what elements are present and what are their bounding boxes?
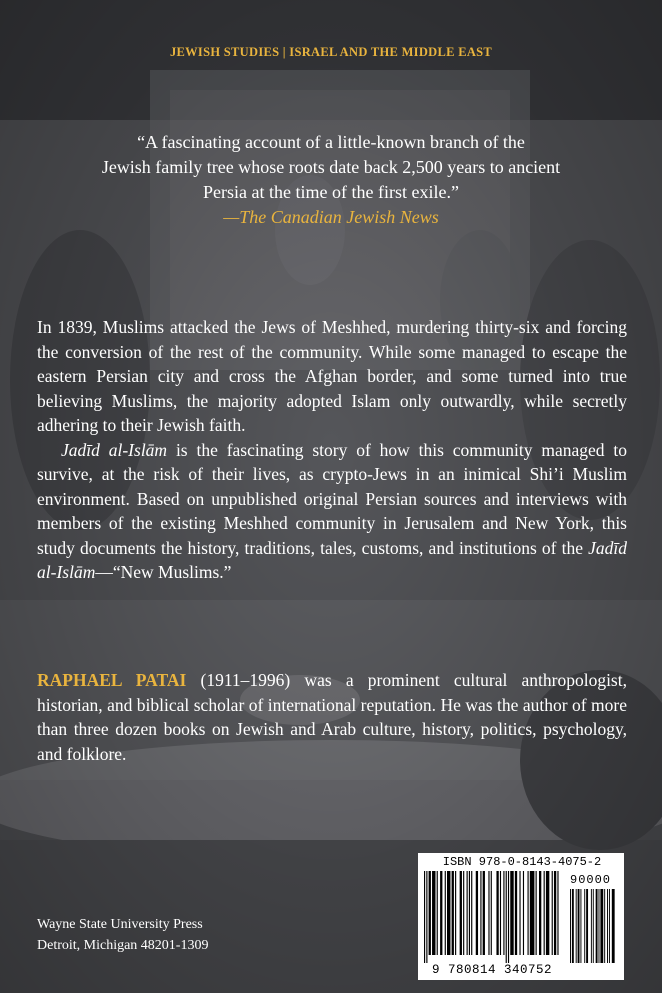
book-description (37, 315, 627, 585)
barcode-bar (576, 889, 577, 963)
description-paragraph (37, 438, 627, 585)
barcode-bar (440, 871, 442, 955)
quote-attribution: —The Canadian Jewish News (223, 207, 439, 227)
barcode-bar (460, 871, 462, 955)
publisher-address: Detroit, Michigan 48201-1309 (37, 938, 209, 953)
barcode-bar (500, 871, 501, 955)
quote-line: Jewish family tree whose roots date back 2,500 years to ancient (101, 157, 561, 177)
barcode-bar (467, 871, 468, 955)
barcode-bar (604, 889, 605, 963)
barcode-bar (432, 871, 435, 955)
price-code: 90000 (570, 873, 612, 887)
publisher-name: Wayne State University Press (37, 917, 203, 932)
barcode-bar (452, 871, 454, 955)
barcode-bar (455, 871, 456, 955)
barcode-bar (609, 889, 610, 963)
barcode-bar (480, 871, 481, 955)
barcode-bar (506, 871, 507, 963)
barcode-bar (426, 871, 427, 963)
barcode-bar (530, 871, 535, 955)
publisher-info (37, 914, 208, 956)
barcode-bar (536, 871, 537, 955)
description-paragraph: In 1839, Muslims attacked the Jews of Meshhed, murdering thirty-six and forcing the conversion of the rest of the community. While some managed to escape the eastern Persian city and cross the Afghan border, and some turned into true believing Muslims, the majority adopted Islam only outwardly, while secretly adhering to their Jewish faith. (37, 317, 627, 435)
barcode-bar (544, 871, 545, 955)
barcode-bar (593, 889, 594, 963)
addon-barcode-bars (570, 889, 616, 963)
barcode-bar (496, 871, 498, 955)
barcode-bar (600, 889, 603, 963)
book-title: Jadīd al-Islām (61, 439, 168, 460)
barcode-bar (510, 871, 513, 955)
barcode-bar (476, 871, 478, 955)
barcode-bar (584, 889, 585, 963)
barcode-bar (471, 871, 472, 955)
description-text: is the fascinating story of how this community managed to survive, at the risk of their lives, as crypto-Jews in an inimical Shi’i Muslim environment. Based on unpublished original Persian sources and interviews with members of the existing Meshhed community in Jerusalem and New York, this study documents the history, traditions, tales, customs, and institutions of the (37, 439, 627, 558)
isbn-barcode (418, 853, 624, 980)
barcode-bar (523, 871, 524, 955)
author-name: RAPHAEL PATAI (37, 670, 187, 690)
barcode-bars (424, 871, 562, 963)
barcode-bar (599, 889, 600, 963)
description-text: —“New Muslims.” (95, 562, 232, 582)
barcode-bar (552, 871, 553, 955)
barcode-bar (578, 889, 580, 963)
barcode-bar (580, 889, 581, 963)
barcode-bar (519, 871, 520, 955)
barcode-bar (515, 871, 517, 955)
barcode-bar (491, 871, 492, 955)
barcode-bar (528, 871, 529, 955)
barcode-bar (591, 889, 592, 963)
category-label: JEWISH STUDIES | ISRAEL AND THE MIDDLE EAST (169, 45, 493, 59)
barcode-bar (557, 871, 558, 955)
barcode-bar (508, 871, 509, 963)
barcode-bar (488, 871, 489, 955)
barcode-bar (612, 889, 615, 963)
book-title: Jadīd al-Islām (37, 537, 627, 582)
barcode-bar (546, 871, 549, 955)
barcode-bar (469, 871, 470, 955)
review-quote (60, 130, 602, 230)
barcode-bar (586, 889, 588, 963)
barcode-bar (483, 871, 485, 955)
quote-line: “A fascinating account of a little-known branch of the (137, 132, 525, 152)
barcode-bar (539, 871, 541, 955)
barcode-bar (429, 871, 431, 955)
barcode-bar (463, 871, 464, 955)
barcode-bar (437, 871, 438, 955)
barcode-bar (445, 871, 446, 955)
author-bio (37, 668, 627, 766)
barcode-bar (596, 889, 598, 963)
barcode-bar (572, 889, 574, 963)
barcode-bar (424, 871, 425, 963)
barcode-bar (503, 871, 504, 955)
barcode-bar (447, 871, 450, 955)
barcode-bar (554, 871, 556, 955)
author-bio-text: (1911–1996) was a prominent cultural anthropologist, historian, and biblical scholar of international reputation. He was the author of more than three dozen books on Jewish and Arab culture, history, politics, psychology, and folklore. (37, 670, 627, 764)
barcode-number: 9 780814 340752 (431, 963, 553, 977)
barcode-bar (607, 889, 608, 963)
quote-line: Persia at the time of the first exile.” (203, 182, 459, 202)
barcode-bar (570, 889, 571, 963)
isbn-number: ISBN 978-0-8143-4075-2 (442, 855, 602, 869)
